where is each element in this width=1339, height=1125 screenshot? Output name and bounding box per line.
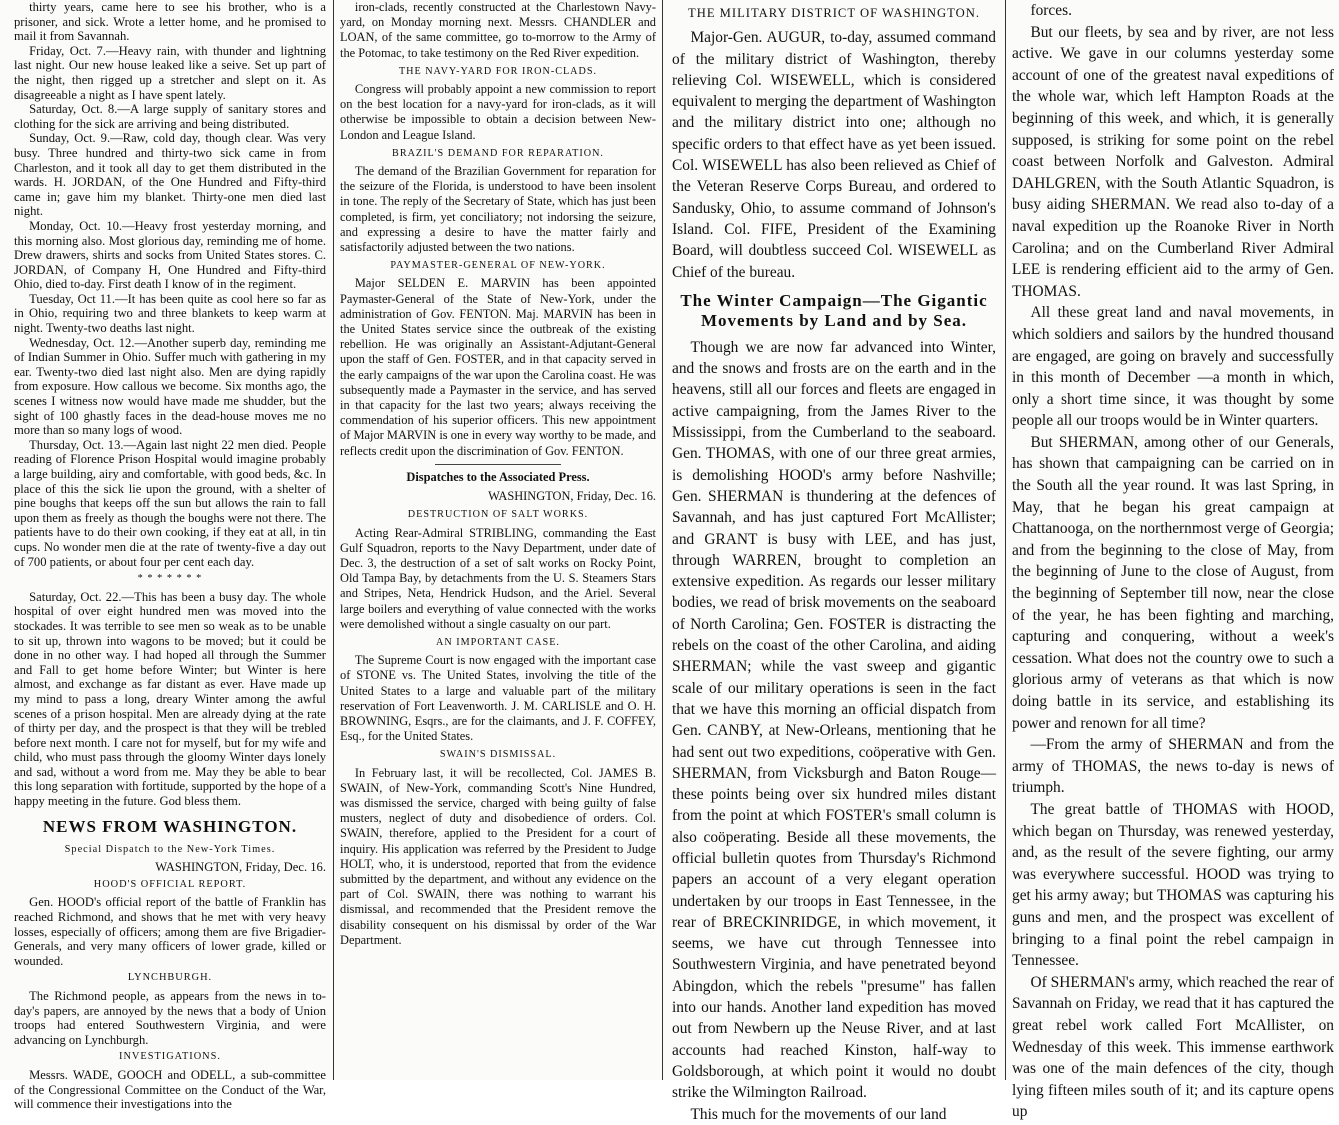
paragraph: Saturday, Oct. 8.—A large supply of sanitary stores and clothing for the sick are arriving and being distributed. <box>14 102 326 131</box>
subheading: INVESTIGATIONS. <box>119 1051 221 1063</box>
paragraph: In February last, it will be recollected, Col. JAMES B. SWAIN, of New-York, commanding Scott's Nine Hundred, was dismissed the service, charged with being guilty of false musters, neglect of duty and disobedience of orders. Col. SWAIN, therefore, applied to the President for a court of inquiry. His application was referred by the President to Judge HOLT, who, it is understood, reported that from the evidence submitted by the department, and without any evidence on the part of Col. SWAIN, there was nothing to warrant his dismissal, and recommended that the President remove the disability consequent on his dismissal by order of the War Department. <box>340 765 656 947</box>
paragraph: Though we are now far advanced into Winter, and the snows and frosts are on the earth and in the heavens, still all our forces and fleets are engaged in active campaigning, from the James River to the Mississippi, from the Cumberland to the seaboard. Gen. THOMAS, with one of our three great armies, is demolishing HOOD's army before Nashville; Gen. SHERMAN is thundering at the defences of Savannah, and has just captured Fort McAllister; and GRANT is busy with LEE, and has just, through WARREN, brought to completion an extensive expedition. As regards our lesser military bodies, we read of brisk movements on the seaboard of North Carolina; Gen. FOSTER is distracting the rebels on the coast of the other Carolina, and aiding SHERMAN; while the vast sweep and gigantic scale of our military operations is seen in the fact that we have this morning an official dispatch from Gen. CANBY, at New-Orleans, mentioning that he had sent out two expeditions, coöperative with Gen. SHERMAN, from Vicksburgh and Baton Rouge—these points being over six hundred miles distant from the point at which FOSTER's small column is also coöperating. Beside all these movements, the official bulletin quotes from Thursday's Richmond papers an account of a very elegant operation undertaken by our troops in East Tennessee, in the rear of BRECKINRIDGE, in which movement, it seems, we have cut through Tennessee into Southwestern Virginia, and have penetrated beyond Abingdon, which the rebels "presume" has fallen into our hands. Another land expedition has moved out from Newbern up the Neuse River, and at last accounts had reached Kinston, half-way to Goldsborough, at which point it would no doubt strike the Wilmington Railroad. <box>672 338 996 1102</box>
paragraph: Thursday, Oct. 13.—Again last night 22 men died. People reading of Florence Prison Hospital would imagine probably a large building, airy and comfortable, with good beds, &c. In place of this the sick lie upon the ground, with a shelter of pine boughs that keeps off the sun but allows the rain to fall upon them as freely as though the boughs were not there. The patients have to do their own cooking, if they eat at all, in tin cups. No wonder men die at the rate of twenty-five a day out of 700 patients, or about four per cent each day. <box>14 437 326 569</box>
column-1 <box>14 0 326 1112</box>
paragraph: Congress will probably appoint a new commission to report on the best location for a navy-yard for iron-clads, as it will otherwise be impossible to obtain a decision between New-London and League Island. <box>340 82 656 142</box>
paragraph: But our fleets, by sea and by river, are not less active. We gave in our columns yesterday some account of one of the greatest naval expeditions of the whole war, which left Hampton Roads at the beginning of this week, and which, it is generally supposed, is striking for some point on the rebel coast between Norfolk and Galveston. Admiral DAHLGREN, with the South Atlantic Squadron, is busy aiding SHERMAN. We read also to-day of a naval expedition up the Roanoke River in North Carolina; and on the Cumberland River Admiral LEE is rendering efficient aid to the army of Gen. THOMAS. <box>1012 23 1334 300</box>
paragraph: Major-Gen. AUGUR, to-day, assumed command of the military district of Washington, thereby relieving Col. WISEWELL, which is considered equivalent to merging the department of Washington and the military district into one; although no specific orders to that effect have as yet been issued. Col. WISEWELL has also been relieved as Chief of the Veteran Reserve Corps Bureau, and ordered to Sandusky, Ohio, to assume command of Johnson's Island. Col. FIFE, President of the Examining Board, will doubtless succeed Col. WISEWELL as Chief of the bureau. <box>672 29 996 281</box>
subheading: SWAIN'S DISMISSAL. <box>439 749 557 761</box>
paragraph: Gen. HOOD's official report of the battle of Franklin has reached Richmond, and shows that he met with very heavy losses, especially of officers; among them are five Brigadier-Generals, and very many officers of lower grade, killed or wounded. <box>14 895 326 968</box>
paragraph: But SHERMAN, among other of our Generals, has shown that campaigning can be carried on in the South all the year round. It was last Spring, in May, that he began his great campaign at Chattanooga, on the northernmost verge of Georgia; and from the beginning to the close of May, from the beginning of June to the close of August, from the beginning of September till now, near the close of the year, he has been fighting and marching, capturing and conquering, without a week's cessation. What does not the country owe to such a glorious army of veterans as that which is now doing battle in its service, and establishing its power and renown for all time? <box>1012 433 1334 732</box>
column-rule <box>333 0 334 1080</box>
column-3 <box>672 0 996 1123</box>
paragraph: All these great land and naval movements, in which soldiers and sailors by the hundred thousand are engaged, are going on bravely and successfully in this month of December —a month in which, only a short time since, it was thought by some people all our troops would be in Winter quarters. <box>1012 304 1334 430</box>
headline: NEWS FROM WASHINGTON. <box>42 816 298 836</box>
paragraph: This much for the movements of our land <box>690 1105 947 1123</box>
paragraph: The Richmond people, as appears from the news in to-day's papers, are annoyed by the news that a body of Union troops had entered Southwestern Virginia, and were advancing on Lynchburgh. <box>14 989 326 1047</box>
subheading: PAYMASTER-GENERAL OF NEW-YORK. <box>390 260 606 272</box>
paragraph: Friday, Oct. 7.—Heavy rain, with thunder and lightning last night. Our new house leaked like a seive. Set up part of the night, then rigged up a stretcher and slept on it. As disagreeable a night as I have spent lately. <box>14 43 326 102</box>
subheading: AN IMPORTANT CASE. <box>436 636 560 648</box>
paragraph: thirty years, came here to see his brother, who is a prisoner, and sick. Wrote a letter home, and he promised to mail it from Savannah. <box>14 0 326 44</box>
column-rule <box>1005 0 1006 1080</box>
paragraph: iron-clads, recently constructed at the Charlestown Navy-yard, on Monday morning next. Messrs. CHANDLER and LOAN, of the same committee, go to-morrow to the Army of the Potomac, to take testimony on the Red River expedition. <box>340 0 656 60</box>
dateline: WASHINGTON, Friday, Dec. 16. <box>155 860 326 875</box>
paragraph: Tuesday, Oct 11.—It has been quite as cool here so far as in Ohio, requiring two and three blankets to keep warm at night. Twenty-two deaths last night. <box>14 291 326 336</box>
dateline: WASHINGTON, Friday, Dec. 16. <box>488 489 656 504</box>
subheading: DESTRUCTION OF SALT WORKS. <box>407 509 589 521</box>
paragraph: Messrs. WADE, GOOCH and ODELL, a sub-committee of the Congressional Committee on the Conduct of the War, will commence their investigations into the <box>14 1067 326 1112</box>
paragraph: The Supreme Court is now engaged with the important case of STONE vs. The United States, involving the title of the United States to a large and valuable part of the military reservation of Fort Leavenworth. J. M. CARLISLE and O. H. BROWNING, Esqrs., are for the claimants, and J. F. COFFEY, Esq., for the United States. <box>340 653 656 744</box>
paragraph: Acting Rear-Admiral STRIBLING, commanding the East Gulf Squadron, reports to the Navy Department, under date of Dec. 3, the destruction of a set of salt works on Rocky Point, Old Tampa Bay, by detachments from the U. S. Steamers Stars and Stripes, Neta, Hendrick Hudson, and the Ariel. Several large boilers and everything of value connected with the works were demolished without a single casualty on our part. <box>340 525 656 631</box>
column-rule <box>662 0 663 1080</box>
paragraph: Saturday, Oct. 22.—This has been a busy day. The whole hospital of over eight hundred men was moved into the stockades. It was terrible to see men so weak as to be unable to sit up, thrown into wagons to be moved; but it could be done in no other way. I had hoped all through the Summer and Fall to get home before Winter; but Winter is here almost, and exchange as far distant as ever. Have made up my mind to pass a long, dreary Winter among the awful scenes of a prison hospital. Men are already dying at the rate of thirty per day, and the prospect is that they will be trebled before next month. I care not for myself, but for my wife and child, who must pass through the gloomy Winter days lonely and sad, without a word from me. May they be able to bear this long separation with fortitude, supported by the hope of a happy meeting in the future. God bless them. <box>14 589 326 809</box>
subheading: THE NAVY-YARD FOR IRON-CLADS. <box>398 65 598 77</box>
column-4 <box>1012 0 1334 1121</box>
column-2 <box>340 0 656 1080</box>
paragraph: Of SHERMAN's army, which reached the rear of Savannah on Friday, we read that it has captured the great rebel work called Fort McAllister, on Wednesday of this week. This immense earthwork was one of the main defences of the city, though lying fifteen miles south of it; and its capture opens up <box>1012 973 1334 1121</box>
headline: The Winter Campaign—The Gigantic Movements by Land and by Sea. <box>680 290 988 330</box>
paragraph: Wednesday, Oct. 12.—Another superb day, reminding me of Indian Summer in Ohio. Suffer much with gathering in my ear. Twenty-two died last night also. Men are dying rapidly from exposure. How callous we become. Six months ago, the scenes I witness now would have made me shudder, but the sight of 100 ghastly faces in the dead-house moves me no more than so many logs of wood. <box>14 335 326 438</box>
separator <box>435 464 561 465</box>
paragraph: The demand of the Brazilian Government for reparation for the seizure of the Florida, is understood to have been insolent in tone. The reply of the Secretary of State, which has just been completed, is firm, yet conciliatory; not indorsing the seizure, and expressing a desire to have the matter fairly and satisfactorily adjusted between the two nations. <box>340 164 656 255</box>
subheading: THE MILITARY DISTRICT OF WASHINGTON. <box>688 6 980 20</box>
subheading: HOOD'S OFFICIAL REPORT. <box>93 878 247 890</box>
subheading: LYNCHBURGH. <box>127 972 213 984</box>
paragraph: forces. <box>1030 2 1072 19</box>
subheading: BRAZIL'S DEMAND FOR REPARATION. <box>392 147 604 159</box>
subheading: Special Dispatch to the New-York Times. <box>64 843 276 855</box>
paragraph: —From the army of SHERMAN and from the army of THOMAS, the news to-day is news of triumph. <box>1012 736 1334 797</box>
subheading: * * * * * * * <box>137 573 203 585</box>
paragraph: Sunday, Oct. 9.—Raw, cold day, though clear. Was very busy. Three hundred and thirty-two sick came in from Charleston, and it took all day to get them distributed in the wards. H. JORDAN, of the One Hundred and Fifty-third came in; gave him my blanket. Thirty-one men died last night. <box>14 131 326 219</box>
paragraph: Monday, Oct. 10.—Heavy frost yesterday morning, and this morning also. Most glorious day, reminding me of home. Drew drawers, shirts and socks from United States stores. C. JORDAN, of Company H, One Hundred and Fifty-third Ohio, died to-day. First death I know of in the regiment. <box>14 218 326 292</box>
section-heading: Dispatches to the Associated Press. <box>406 469 590 484</box>
paragraph: The great battle of THOMAS with HOOD, which began on Thursday, was renewed yesterday, and, as the result of the severe fighting, our army was everywhere successful. HOOD was trying to get his army away; but THOMAS was capturing his guns and men, and the prospect was excellent of bringing to a final point the rebel campaign in Tennessee. <box>1012 800 1334 970</box>
paragraph: Major SELDEN E. MARVIN has been appointed Paymaster-General of the State of New-York, under the administration of Gov. FENTON. Maj. MARVIN has been in the United States service since the outbreak of the existing rebellion. He was originally an Assistant-Adjutant-General upon the staff of Gen. FOSTER, and in that capacity served in the early campaigns of the war upon the Carolina coast. He was subsequently made a Paymaster in the service, and has served in that capacity for the last two years; always receiving the commendation of his superior officers. This new appointment of Major MARVIN is one in every way worthy to be made, and reflects credit upon the discrimination of Gov. FENTON. <box>340 276 656 458</box>
